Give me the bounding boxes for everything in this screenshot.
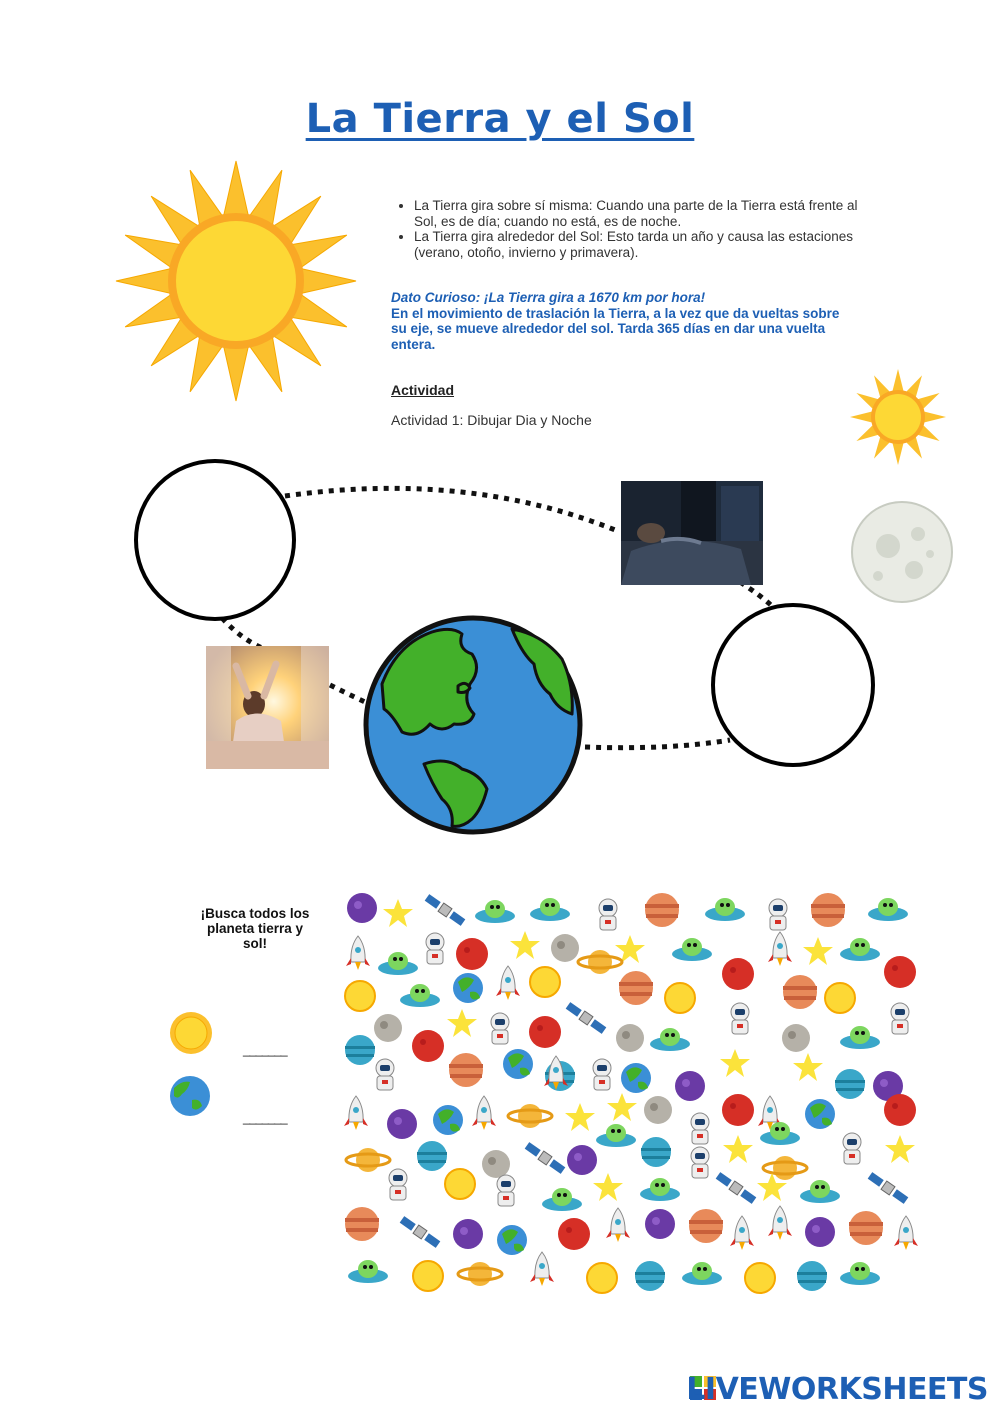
fun-fact-body: En el movimiento de traslación la Tierra, a la vez que da vueltas sobre su eje, se mueve alrededor del sol. Tarda 365 días en dar una vuelta entera. (391, 305, 840, 352)
bullet-item: • La Tierra gira alrededor del Sol: Esto tarda un año y causa las estaciones (verano, otoño, invierno y primavera). (414, 229, 884, 260)
legend-earth-icon (168, 1074, 212, 1118)
space-search-puzzle[interactable] (340, 888, 924, 1296)
morning-wakeup-photo (206, 646, 329, 769)
drawing-circle-night[interactable] (711, 603, 875, 767)
fun-fact-lead: Dato Curioso: ¡La Tierra gira a 1670 km por hora! (391, 290, 706, 305)
page-title: La Tierra y el Sol (305, 96, 695, 142)
moon-icon (848, 498, 956, 606)
night-sleeping-photo (621, 481, 763, 585)
fun-fact (391, 290, 841, 352)
brand-wordmark: LIVEWORKSHEETS (686, 1372, 988, 1407)
earth-globe-icon (362, 614, 584, 836)
sun-count-blank[interactable]: _______ (243, 1042, 287, 1057)
legend-sun-icon (168, 1010, 214, 1056)
earth-count-blank[interactable]: _______ (243, 1110, 287, 1125)
activity-heading: Actividad (391, 382, 455, 398)
bullet-item: • La Tierra gira sobre sí misma: Cuando una parte de la Tierra está frente al Sol, es de día; cuando no está, es de noche. (414, 198, 884, 229)
large-sun-icon (110, 160, 362, 402)
drawing-circle-day[interactable] (134, 459, 296, 621)
activity-instruction: Actividad 1: Dibujar Dia y Noche (391, 412, 592, 428)
bullet-list (392, 198, 884, 260)
search-instruction: ¡Busca todos los planeta tierra y sol! (200, 906, 310, 951)
